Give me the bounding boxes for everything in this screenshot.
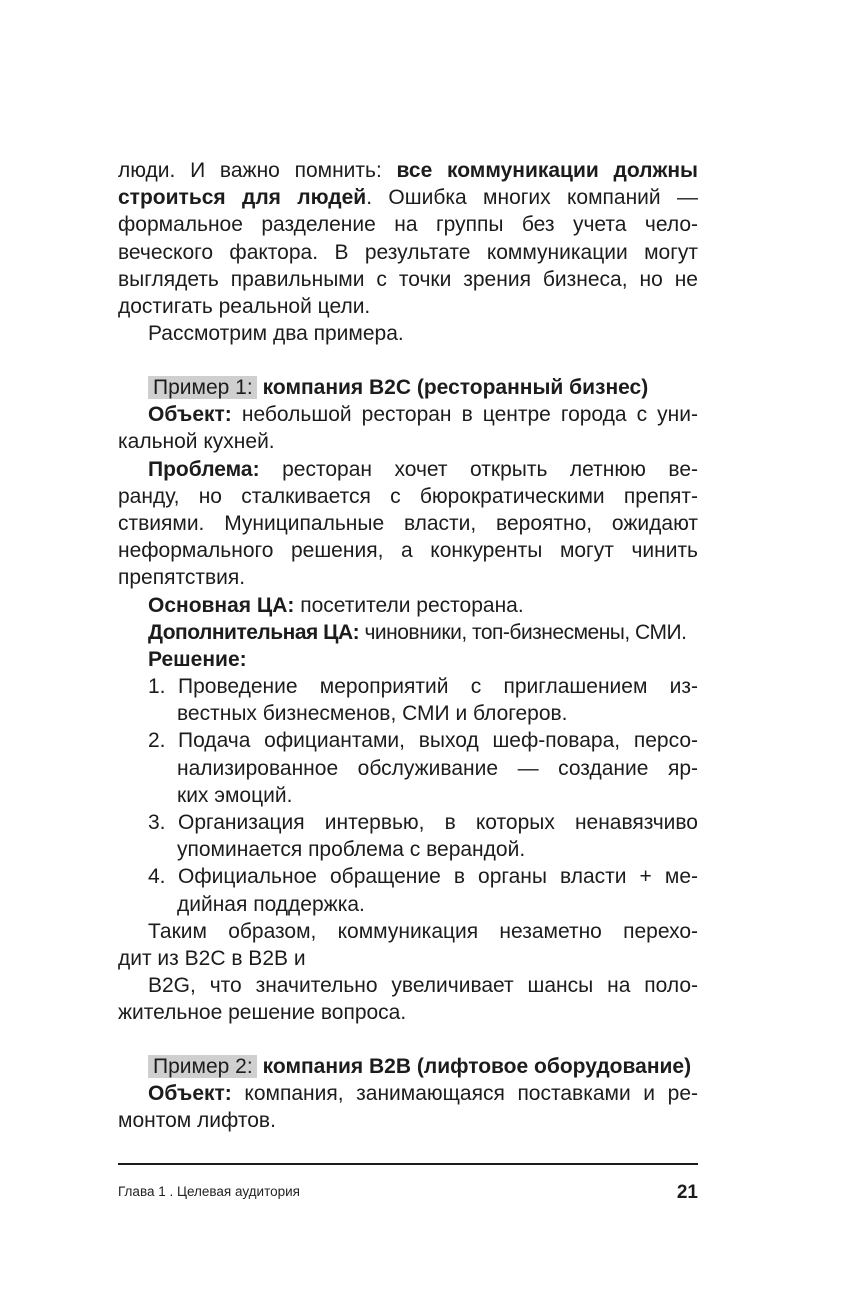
intro-paragraph (118, 157, 698, 347)
list-item: 4. Официальное обращение в органы власти + ме- (148, 865, 698, 889)
extra-audience: Дополнительная ЦА: чиновники, топ-бизнесмены, СМИ. (148, 620, 687, 644)
text-line: люди. И важно помнить: все коммуникации должны (118, 159, 698, 182)
example-1-title: компания B2C (ресторанный бизнес) (262, 376, 649, 399)
text-line: B2G, что значительно увеличивает шансы на поло- (148, 974, 698, 998)
list-item-continuation: ких эмоций. (177, 783, 293, 807)
footer-chapter-title: Глава 1 . Целевая аудитория (118, 1184, 300, 1199)
text-line: монтом лифтов. (118, 1109, 276, 1133)
text-line: строиться для людей. Ошибка многих компаний — (118, 186, 698, 210)
text-line: жительное решение вопроса. (118, 1001, 407, 1025)
text-line: Объект: компания, занимающаяся поставками и ре- (148, 1082, 698, 1106)
text-line: кальной кухней. (118, 430, 275, 454)
footer-divider (118, 1163, 698, 1165)
list-item-continuation: дийная поддержка. (177, 892, 365, 916)
list-item-continuation: вестных бизнесменов, СМИ и блогеров. (177, 702, 568, 726)
example-1-heading (118, 374, 698, 401)
example-2-heading (118, 1053, 698, 1080)
text-line: достигать реальной цели. (118, 294, 371, 318)
solution-heading: Решение: (148, 647, 247, 671)
text-line: ствиями. Муниципальные власти, вероятно, ожидают (118, 511, 698, 535)
example-2-title: компания B2B (лифтовое оборудование) (262, 1055, 692, 1078)
example-2-label: Пример 2: (148, 1055, 257, 1078)
text-line: Проблема: ресторан хочет открыть летнюю ве- (148, 457, 698, 481)
text-line: Рассмотрим два примера. (148, 322, 404, 346)
text-line: ранду, но сталкивается с бюрократическими препят- (118, 484, 698, 508)
main-audience: Основная ЦА: посетители ресторана. (148, 593, 524, 617)
list-item-continuation: упоминается проблема с верандой. (177, 838, 526, 862)
text-line: формальное разделение на группы без учета чело- (118, 213, 698, 237)
emphasis: все коммуникации должны (396, 159, 698, 182)
text-line: неформального решения, а конкуренты могут чинить (118, 539, 698, 563)
example-2-section (118, 1053, 698, 1135)
text-line: дит из B2C в B2B и (118, 946, 306, 970)
emphasis: строиться для людей (118, 186, 367, 210)
list-item: 2. Подача официантами, выход шеф-повара, персо- (148, 729, 698, 753)
list-item-continuation: нализированное обслуживание — создание яр- (177, 756, 698, 780)
example-1-section (118, 374, 698, 1027)
page-number: 21 (676, 1182, 698, 1203)
text-line: Таким образом, коммуникация незаметно перехо- (148, 919, 698, 943)
list-item: 3. Организация интервью, в которых ненавязчиво (148, 811, 698, 834)
text-line: Объект: небольшой ресторан в центре города с уни- (148, 403, 698, 427)
text-line: выглядеть правильными с точки зрения бизнеса, но не (118, 267, 698, 291)
example-1-label: Пример 1: (148, 376, 257, 399)
list-item: 1. Проведение мероприятий с приглашением из- (148, 675, 698, 699)
text-line: препятствия. (118, 566, 246, 590)
text-line: веческого фактора. В результате коммуникации могут (118, 240, 698, 264)
